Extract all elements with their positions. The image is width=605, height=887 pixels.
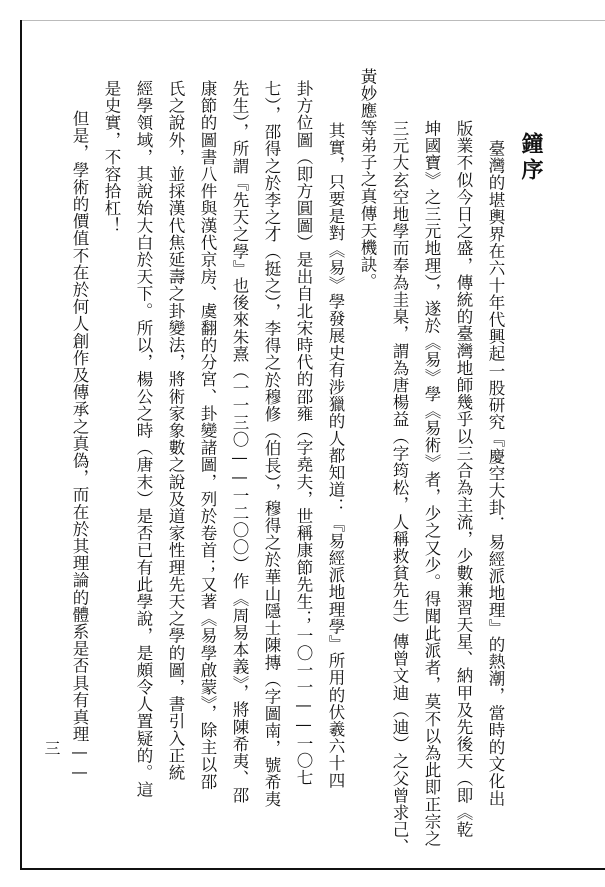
text-column-13: 是史實，不容拾杠！ [102, 80, 121, 234]
preface-title: 鐘序 [518, 132, 544, 184]
page-bottom-border [20, 868, 605, 870]
page-left-border [20, 20, 22, 870]
text-column-3: 坤國寶》之三元地理），遂於《易》學《易術》者，少之又少。得聞此派者，莫不以為此即正宗之 [422, 120, 441, 848]
page-top-edge [20, 20, 605, 21]
text-column-7: 卦方位圖（即方圓圖）是出自北宋時代的邵雍（字堯夫，世稱康節先生；一〇一一——一〇七 [294, 80, 313, 787]
page-number: 三 [42, 740, 61, 756]
text-column-5: 黃妙應等弟子之真傳天機訣。 [358, 68, 377, 291]
text-column-8: 七），邵得之於李之才（挺之），李得之於穆修（伯長），穆得之於華山隱士陳摶（字圖南，號希夷 [262, 80, 281, 808]
text-column-4: 三元大玄空地學而奉為圭臬，謂為唐楊益（字筠松，人稱救貧先生）傳曾文迪（迪）之父曾求己、 [390, 120, 409, 856]
text-column-2: 版業不似今日之盛，傳統的臺灣地師幾乎以三合為主流，少數兼習天星、納甲及先後天（即《乾 [454, 120, 473, 839]
text-column-12: 經學領域，其說始大白於天下。所以，楊公之時（唐末）是否已有此學說，是頗令人置疑的。這 [134, 80, 153, 799]
text-column-10: 康節的圖書八件與漢代京房、虞翻的分宮、卦變諸圖，列於卷首；又著《易學啟蒙》，除主以邵 [198, 80, 217, 790]
text-column-11: 氏之說外，並採漢代焦延壽之卦變法，將術家象數之說及道家性理先天之學的圖，書引入正統 [166, 80, 185, 782]
text-column-9: 先生），所謂『先天之學』也後來朱熹（一一三〇——一二〇〇）作《周易本義》，將陳希夷、邵 [230, 80, 249, 804]
text-column-1: 臺灣的堪輿界在六十年代興起一股研究『慶空大卦．易經派地理』的熱潮，當時的文化出 [486, 140, 505, 807]
text-column-14: 但是，學術的價值不在於何人創作及傳承之真偽，而在於其理論的體系是否具有真理—— [70, 110, 89, 782]
text-column-6: 其實，只要是對《易》學發展史有涉獵的人都知道：『易經派地理學』所用的伏羲六十四 [326, 122, 345, 789]
